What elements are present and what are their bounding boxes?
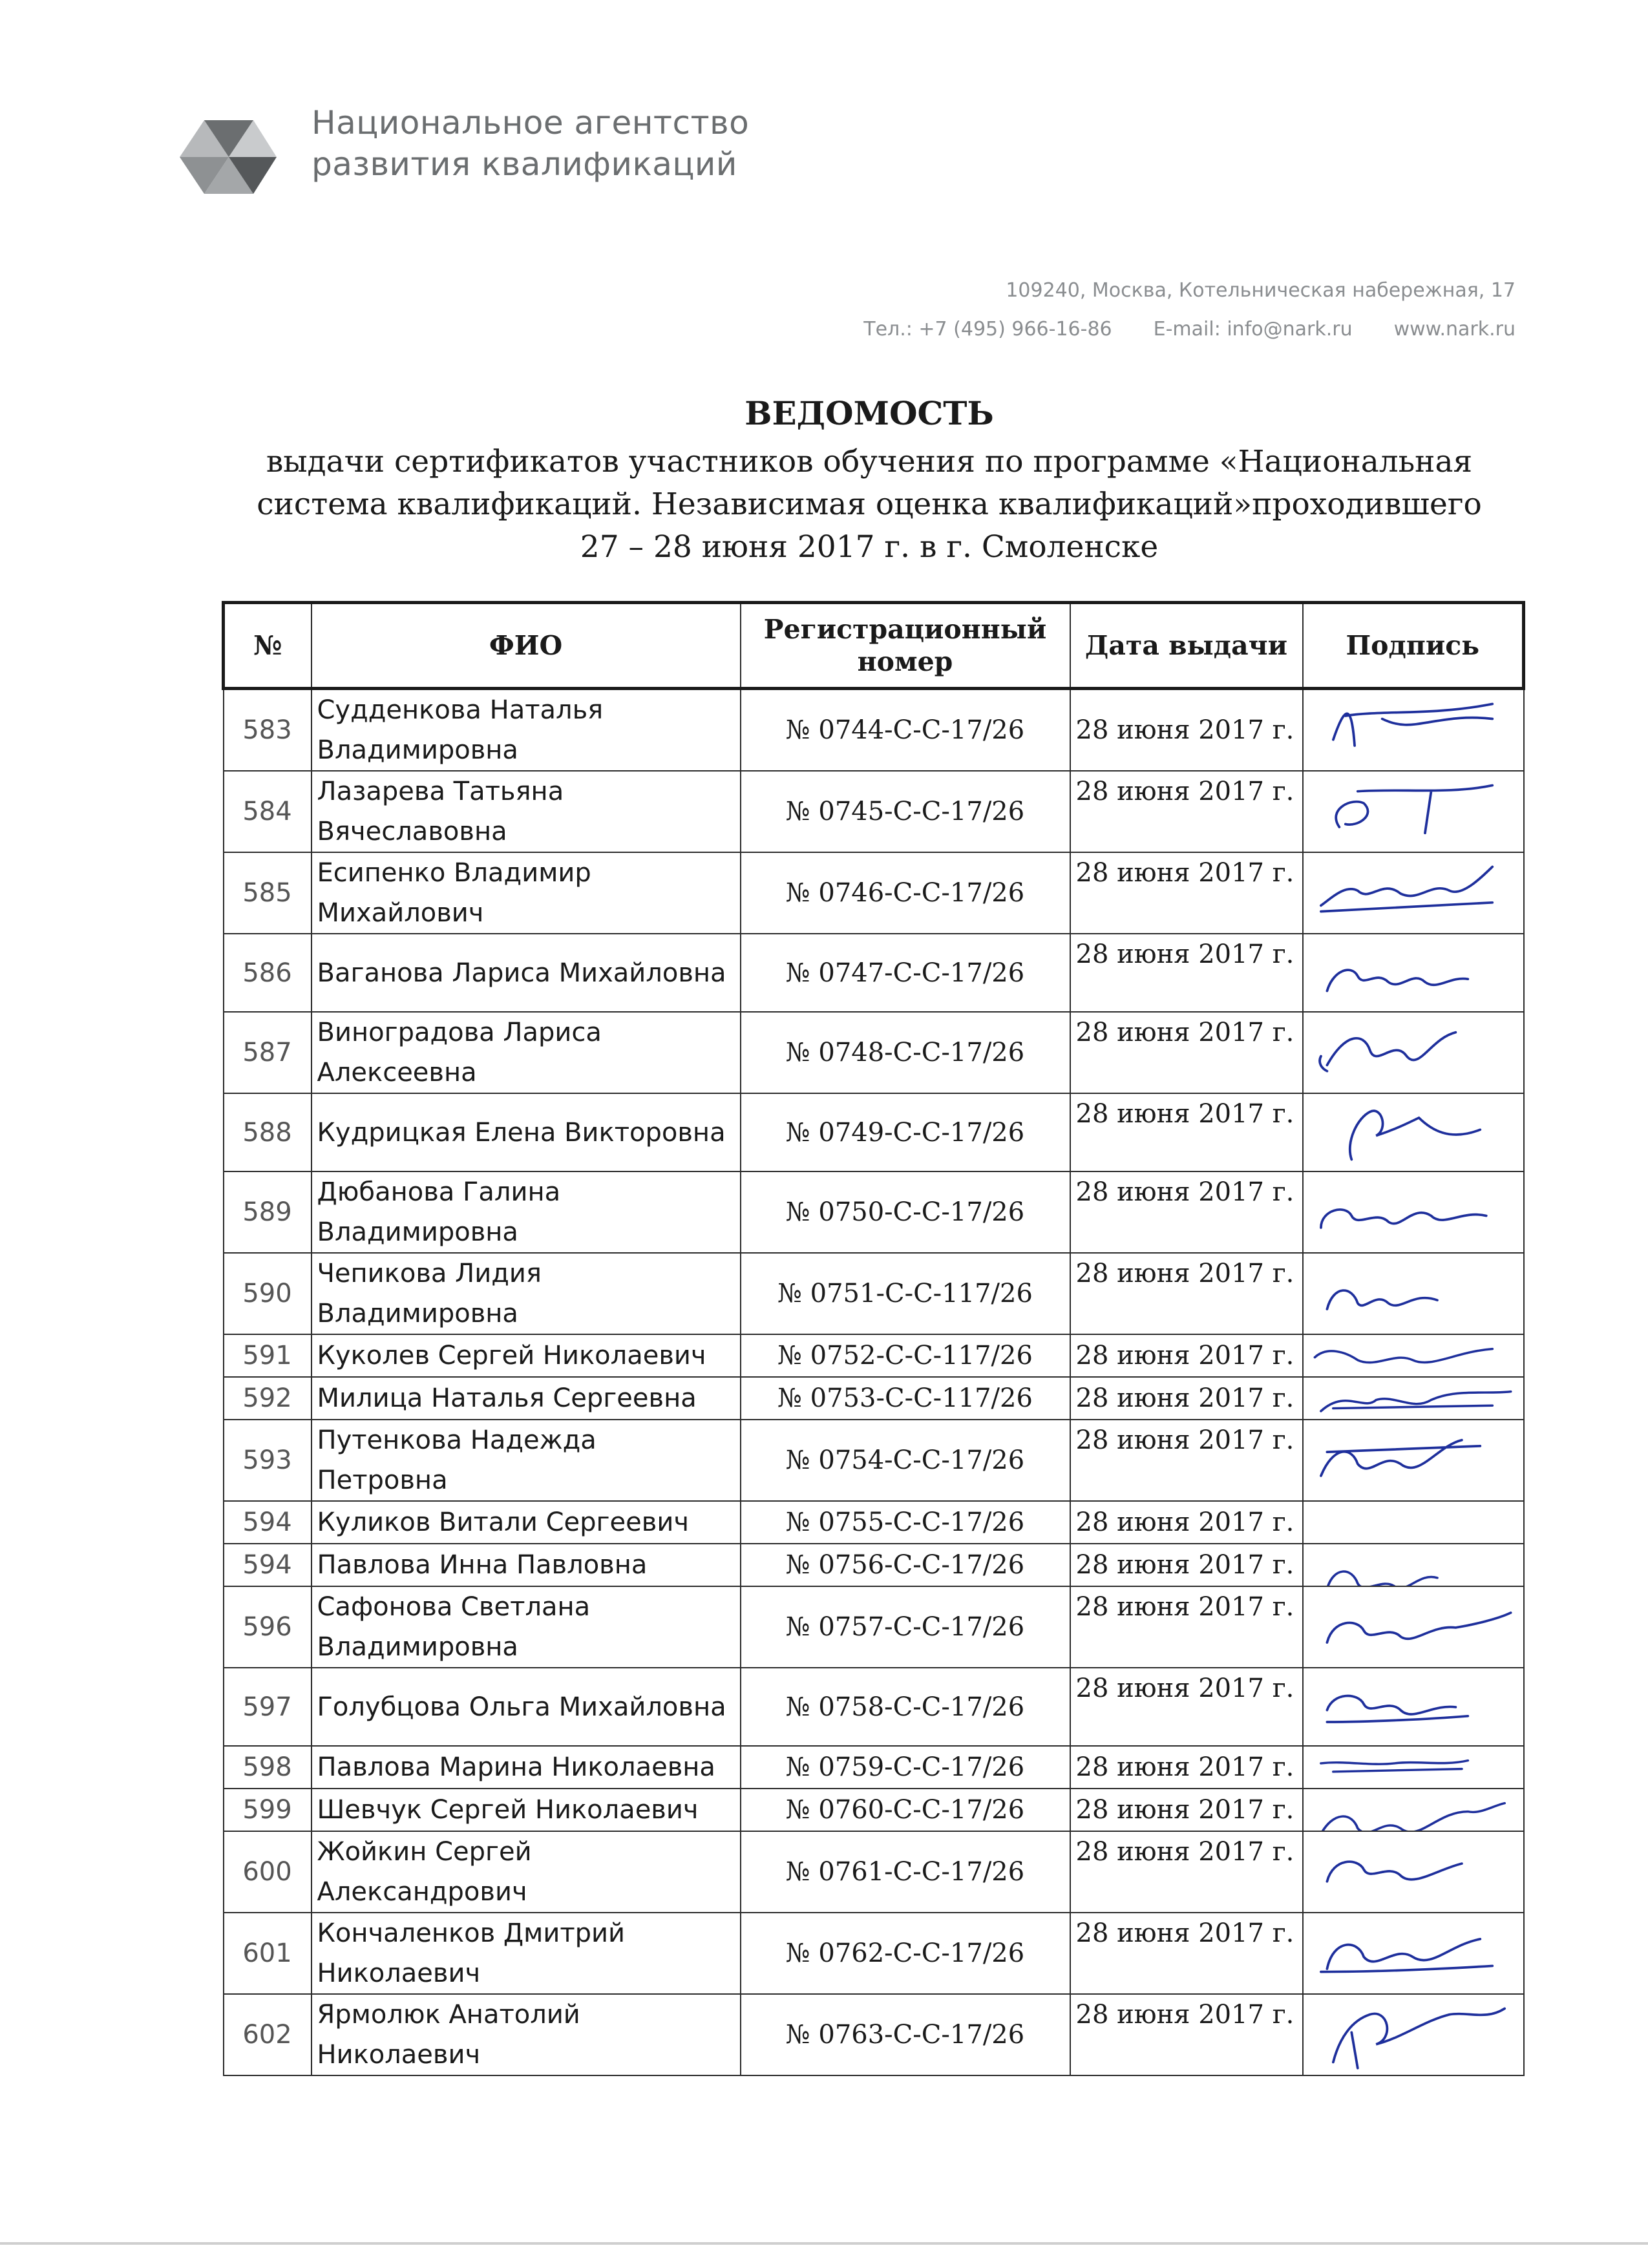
address: 109240, Москва, Котельническая набережная, 17 (1006, 279, 1516, 302)
row-name: Кудрицкая Елена Викторовна (312, 1093, 741, 1171)
row-name: Виноградова Лариса Алексеевна (312, 1012, 741, 1093)
row-number: 583 (224, 689, 312, 772)
handwritten-signature (1309, 855, 1518, 932)
row-signature (1303, 1334, 1524, 1377)
row-issue-date: 28 июня 2017 г. (1070, 1668, 1303, 1746)
handwritten-signature (1309, 1834, 1518, 1911)
handwritten-signature (1309, 1174, 1518, 1251)
row-issue-date: 28 июня 2017 г. (1070, 1253, 1303, 1334)
contact-row (481, 310, 1516, 349)
col-name-header: ФИО (312, 603, 741, 689)
row-name: Есипенко Владимир Михайлович (312, 852, 741, 934)
table-row (224, 1253, 1524, 1334)
row-signature (1303, 1253, 1524, 1334)
table-row (224, 1994, 1524, 2075)
row-number: 600 (224, 1831, 312, 1913)
row-issue-date: 28 июня 2017 г. (1070, 1377, 1303, 1420)
row-name: Голубцова Ольга Михайловна (312, 1668, 741, 1746)
table-header-row (224, 603, 1524, 689)
website: www.nark.ru (1393, 318, 1516, 341)
table-row (224, 1420, 1524, 1501)
row-issue-date: 28 июня 2017 г. (1070, 934, 1303, 1012)
nark-logo-icon (180, 120, 277, 194)
table-body (224, 689, 1524, 2076)
row-reg-number: № 0762-С-С-17/26 (741, 1913, 1070, 1994)
table-row (224, 934, 1524, 1012)
row-number: 594 (224, 1544, 312, 1586)
row-issue-date: 28 июня 2017 г. (1070, 1789, 1303, 1831)
organization-name (312, 102, 749, 185)
row-reg-number: № 0755-С-С-17/26 (741, 1501, 1070, 1544)
table-row (224, 1831, 1524, 1913)
row-number: 585 (224, 852, 312, 934)
handwritten-signature (1309, 692, 1518, 769)
handwritten-signature (1309, 1589, 1518, 1666)
row-reg-number: № 0749-С-С-17/26 (741, 1093, 1070, 1171)
row-reg-number: № 0760-С-С-17/26 (741, 1789, 1070, 1831)
row-signature (1303, 1994, 1524, 2075)
handwritten-signature (1309, 1094, 1518, 1171)
row-number: 590 (224, 1253, 312, 1334)
row-issue-date: 28 июня 2017 г. (1070, 1586, 1303, 1668)
row-signature (1303, 1789, 1524, 1831)
row-reg-number: № 0761-С-С-17/26 (741, 1831, 1070, 1913)
row-issue-date: 28 июня 2017 г. (1070, 1171, 1303, 1253)
table-row (224, 689, 1524, 772)
row-number: 591 (224, 1334, 312, 1377)
table-row (224, 1171, 1524, 1253)
row-signature (1303, 934, 1524, 1012)
row-signature (1303, 1093, 1524, 1171)
row-reg-number: № 0753-С-С-117/26 (741, 1377, 1070, 1420)
row-name: Лазарева Татьяна Вячеславовна (312, 771, 741, 852)
row-signature (1303, 1544, 1524, 1586)
row-issue-date: 28 июня 2017 г. (1070, 852, 1303, 934)
table-row (224, 1789, 1524, 1831)
handwritten-signature (1309, 1997, 1518, 2074)
row-issue-date: 28 июня 2017 г. (1070, 1420, 1303, 1501)
row-name: Ярмолюк Анатолий Николаевич (312, 1994, 741, 2075)
row-signature (1303, 1831, 1524, 1913)
row-signature (1303, 1586, 1524, 1668)
col-signature-header: Подпись (1303, 603, 1524, 689)
row-issue-date: 28 июня 2017 г. (1070, 1544, 1303, 1586)
row-number: 601 (224, 1913, 312, 1994)
table-row (224, 771, 1524, 852)
row-name: Павлова Марина Николаевна (312, 1746, 741, 1789)
row-name: Милица Наталья Сергеевна (312, 1377, 741, 1420)
table-row (224, 1012, 1524, 1093)
handwritten-signature (1309, 1668, 1518, 1745)
email: E-mail: info@nark.ru (1153, 318, 1353, 341)
row-signature (1303, 852, 1524, 934)
row-name: Ваганова Лариса Михайловна (312, 934, 741, 1012)
row-name: Путенкова Надежда Петровна (312, 1420, 741, 1501)
row-number: 584 (224, 771, 312, 852)
table-row (224, 1501, 1524, 1544)
table-row (224, 1377, 1524, 1420)
row-reg-number: № 0751-С-С-117/26 (741, 1253, 1070, 1334)
scan-edge (0, 2242, 1648, 2245)
handwritten-signature (1309, 1335, 1518, 1376)
document-subtitle (255, 441, 1483, 569)
row-signature (1303, 1420, 1524, 1501)
row-name: Сафонова Светлана Владимировна (312, 1586, 741, 1668)
row-name: Жойкин Сергей Александрович (312, 1831, 741, 1913)
subtitle-line: 27 – 28 июня 2017 г. в г. Смоленске (580, 529, 1159, 565)
table-row (224, 1746, 1524, 1789)
row-reg-number: № 0744-С-С-17/26 (741, 689, 1070, 772)
row-reg-number: № 0757-С-С-17/26 (741, 1586, 1070, 1668)
row-issue-date: 28 июня 2017 г. (1070, 1501, 1303, 1544)
row-name: Куколев Сергей Николаевич (312, 1334, 741, 1377)
table-row (224, 1668, 1524, 1746)
row-number: 596 (224, 1586, 312, 1668)
col-reg-header: Регистрационный номер (741, 603, 1070, 689)
row-reg-number: № 0747-С-С-17/26 (741, 934, 1070, 1012)
row-reg-number: № 0750-С-С-17/26 (741, 1171, 1070, 1253)
row-reg-number: № 0745-С-С-17/26 (741, 771, 1070, 852)
col-date-header: Дата выдачи (1070, 603, 1303, 689)
table-row (224, 1544, 1524, 1586)
handwritten-signature (1309, 1789, 1518, 1831)
table-row (224, 1913, 1524, 1994)
row-number: 598 (224, 1746, 312, 1789)
handwritten-signature (1309, 934, 1518, 1011)
row-signature (1303, 1913, 1524, 1994)
row-reg-number: № 0746-С-С-17/26 (741, 852, 1070, 934)
row-reg-number: № 0748-С-С-17/26 (741, 1012, 1070, 1093)
row-issue-date: 28 июня 2017 г. (1070, 1994, 1303, 2075)
handwritten-signature (1309, 1014, 1518, 1091)
row-number: 597 (224, 1668, 312, 1746)
row-number: 602 (224, 1994, 312, 2075)
row-issue-date: 28 июня 2017 г. (1070, 771, 1303, 852)
row-number: 589 (224, 1171, 312, 1253)
row-reg-number: № 0754-С-С-17/26 (741, 1420, 1070, 1501)
row-issue-date: 28 июня 2017 г. (1070, 1012, 1303, 1093)
org-name-line2: развития квалификаций (312, 145, 737, 183)
subtitle-line: выдачи сертификатов участников обучения по программе «Национальная (266, 444, 1473, 479)
row-name: Павлова Инна Павловна (312, 1544, 741, 1586)
row-number: 587 (224, 1012, 312, 1093)
handwritten-signature (1309, 1747, 1518, 1788)
handwritten-signature (1309, 1378, 1518, 1419)
row-number: 593 (224, 1420, 312, 1501)
handwritten-signature (1309, 1915, 1518, 1992)
row-signature (1303, 1012, 1524, 1093)
table-row (224, 1093, 1524, 1171)
row-signature (1303, 1501, 1524, 1544)
row-reg-number: № 0758-С-С-17/26 (741, 1668, 1070, 1746)
document-title: ВЕДОМОСТЬ (745, 394, 994, 432)
row-number: 586 (224, 934, 312, 1012)
contact-block (481, 271, 1516, 349)
row-reg-number: № 0756-С-С-17/26 (741, 1544, 1070, 1586)
row-issue-date: 28 июня 2017 г. (1070, 1334, 1303, 1377)
row-number: 599 (224, 1789, 312, 1831)
row-issue-date: 28 июня 2017 г. (1070, 1746, 1303, 1789)
handwritten-signature (1309, 773, 1518, 850)
row-name: Шевчук Сергей Николаевич (312, 1789, 741, 1831)
row-name: Чепикова Лидия Владимировна (312, 1253, 741, 1334)
row-number: 592 (224, 1377, 312, 1420)
row-signature (1303, 1746, 1524, 1789)
row-issue-date: 28 июня 2017 г. (1070, 1093, 1303, 1171)
org-name-line1: Национальное агентство (312, 104, 750, 142)
table-row (224, 1586, 1524, 1668)
row-number: 588 (224, 1093, 312, 1171)
row-signature (1303, 1668, 1524, 1746)
row-signature (1303, 689, 1524, 772)
row-issue-date: 28 июня 2017 г. (1070, 1831, 1303, 1913)
row-name: Куликов Витали Сергеевич (312, 1501, 741, 1544)
certificate-table (222, 601, 1525, 2076)
row-name: Дюбанова Галина Владимировна (312, 1171, 741, 1253)
table-row (224, 1334, 1524, 1377)
col-number-header: № (224, 603, 312, 689)
row-reg-number: № 0752-С-С-117/26 (741, 1334, 1070, 1377)
row-issue-date: 28 июня 2017 г. (1070, 689, 1303, 772)
row-reg-number: № 0763-С-С-17/26 (741, 1994, 1070, 2075)
row-signature (1303, 1377, 1524, 1420)
row-number: 594 (224, 1501, 312, 1544)
handwritten-signature (1309, 1544, 1518, 1586)
row-name: Судденкова Наталья Владимировна (312, 689, 741, 772)
table-row (224, 852, 1524, 934)
row-signature (1303, 1171, 1524, 1253)
phone: Тел.: +7 (495) 966-16-86 (863, 318, 1112, 341)
handwritten-signature (1309, 1422, 1518, 1499)
handwritten-signature (1309, 1255, 1518, 1332)
row-reg-number: № 0759-С-С-17/26 (741, 1746, 1070, 1789)
subtitle-line: система квалификаций. Независимая оценка квалификаций»проходившего (257, 487, 1482, 522)
row-name: Кончаленков Дмитрий Николаевич (312, 1913, 741, 1994)
row-issue-date: 28 июня 2017 г. (1070, 1913, 1303, 1994)
row-signature (1303, 771, 1524, 852)
